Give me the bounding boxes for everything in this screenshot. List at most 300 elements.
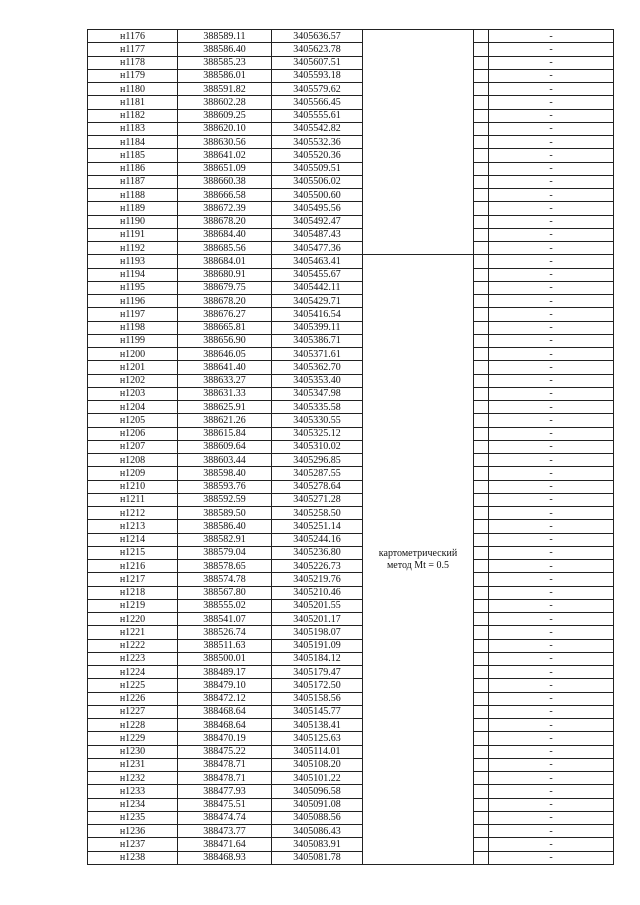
dash-cell: - [489,242,614,255]
x-coordinate-cell: 388477.93 [178,785,272,798]
point-id-cell: н1232 [88,772,178,785]
table-row [88,772,614,785]
point-id-cell: н1220 [88,613,178,626]
y-coordinate-cell: 3405416.54 [272,308,363,321]
dash-cell: - [489,745,614,758]
y-coordinate-cell: 3405201.55 [272,599,363,612]
point-id-cell: н1200 [88,348,178,361]
dash-cell: - [489,613,614,626]
column-gap [474,387,489,400]
column-gap [474,758,489,771]
dash-cell: - [489,30,614,43]
x-coordinate-cell: 388592.59 [178,493,272,506]
table-row [88,520,614,533]
dash-cell: - [489,175,614,188]
y-coordinate-cell: 3405210.46 [272,586,363,599]
x-coordinate-cell: 388609.25 [178,109,272,122]
point-id-cell: н1216 [88,560,178,573]
y-coordinate-cell: 3405271.28 [272,493,363,506]
x-coordinate-cell: 388475.51 [178,798,272,811]
dash-cell: - [489,705,614,718]
method-label-line1: картометрический [378,547,458,559]
column-gap [474,480,489,493]
y-coordinate-cell: 3405198.07 [272,626,363,639]
point-id-cell: н1185 [88,149,178,162]
column-gap [474,427,489,440]
x-coordinate-cell: 388593.76 [178,480,272,493]
y-coordinate-cell: 3405532.36 [272,136,363,149]
point-id-cell: н1181 [88,96,178,109]
x-coordinate-cell: 388586.40 [178,43,272,56]
dash-cell: - [489,679,614,692]
dash-cell: - [489,520,614,533]
column-gap [474,467,489,480]
point-id-cell: н1182 [88,109,178,122]
point-id-cell: н1212 [88,507,178,520]
point-id-cell: н1196 [88,295,178,308]
dash-cell: - [489,401,614,414]
column-gap [474,493,489,506]
x-coordinate-cell: 388586.01 [178,69,272,82]
table-row [88,798,614,811]
column-gap [474,175,489,188]
column-gap [474,825,489,838]
dash-cell: - [489,785,614,798]
point-id-cell: н1214 [88,533,178,546]
x-coordinate-cell: 388609.64 [178,440,272,453]
x-coordinate-cell: 388603.44 [178,454,272,467]
point-id-cell: н1238 [88,851,178,864]
table-row [88,586,614,599]
table-row [88,228,614,241]
y-coordinate-cell: 3405251.14 [272,520,363,533]
table-row [88,560,614,573]
dash-cell: - [489,692,614,705]
table-row [88,838,614,851]
y-coordinate-cell: 3405463.41 [272,255,363,268]
y-coordinate-cell: 3405184.12 [272,652,363,665]
column-gap [474,692,489,705]
column-gap [474,785,489,798]
column-gap [474,838,489,851]
y-coordinate-cell: 3405607.51 [272,56,363,69]
y-coordinate-cell: 3405500.60 [272,189,363,202]
y-coordinate-cell: 3405096.58 [272,785,363,798]
dash-cell: - [489,149,614,162]
x-coordinate-cell: 388500.01 [178,652,272,665]
table-row [88,268,614,281]
column-gap [474,162,489,175]
y-coordinate-cell: 3405579.62 [272,83,363,96]
table-row [88,467,614,480]
table-row [88,189,614,202]
column-gap [474,719,489,732]
column-gap [474,586,489,599]
y-coordinate-cell: 3405325.12 [272,427,363,440]
point-id-cell: н1228 [88,719,178,732]
x-coordinate-cell: 388589.11 [178,30,272,43]
table-row [88,401,614,414]
y-coordinate-cell: 3405278.64 [272,480,363,493]
dash-cell: - [489,122,614,135]
table-row [88,785,614,798]
point-id-cell: н1207 [88,440,178,453]
column-gap [474,295,489,308]
table-row [88,811,614,824]
table-row [88,321,614,334]
y-coordinate-cell: 3405636.57 [272,30,363,43]
point-id-cell: н1178 [88,56,178,69]
table-row [88,507,614,520]
table-row [88,295,614,308]
column-gap [474,679,489,692]
table-row [88,43,614,56]
y-coordinate-cell: 3405566.45 [272,96,363,109]
y-coordinate-cell: 3405125.63 [272,732,363,745]
dash-cell: - [489,361,614,374]
y-coordinate-cell: 3405158.56 [272,692,363,705]
dash-cell: - [489,772,614,785]
x-coordinate-cell: 388541.07 [178,613,272,626]
point-id-cell: н1187 [88,175,178,188]
column-gap [474,851,489,864]
x-coordinate-cell: 388602.28 [178,96,272,109]
column-gap [474,136,489,149]
y-coordinate-cell: 3405244.16 [272,533,363,546]
dash-cell: - [489,454,614,467]
column-gap [474,401,489,414]
y-coordinate-cell: 3405492.47 [272,215,363,228]
table-row [88,626,614,639]
point-id-cell: н1213 [88,520,178,533]
point-id-cell: н1199 [88,334,178,347]
dash-cell: - [489,758,614,771]
x-coordinate-cell: 388589.50 [178,507,272,520]
table-row [88,30,614,43]
point-id-cell: н1224 [88,666,178,679]
table-row [88,480,614,493]
point-id-cell: н1227 [88,705,178,718]
dash-cell: - [489,798,614,811]
y-coordinate-cell: 3405399.11 [272,321,363,334]
dash-cell: - [489,533,614,546]
point-id-cell: н1188 [88,189,178,202]
table-row [88,162,614,175]
dash-cell: - [489,626,614,639]
x-coordinate-cell: 388679.75 [178,281,272,294]
column-gap [474,520,489,533]
coordinate-table-body [88,30,614,865]
point-id-cell: н1211 [88,493,178,506]
dash-cell: - [489,666,614,679]
dash-cell: - [489,560,614,573]
point-id-cell: н1215 [88,546,178,559]
dash-cell: - [489,189,614,202]
dash-cell: - [489,295,614,308]
dash-cell: - [489,308,614,321]
point-id-cell: н1201 [88,361,178,374]
table-row [88,639,614,652]
table-row [88,122,614,135]
x-coordinate-cell: 388478.71 [178,758,272,771]
table-row [88,96,614,109]
y-coordinate-cell: 3405219.76 [272,573,363,586]
dash-cell: - [489,136,614,149]
y-coordinate-cell: 3405593.18 [272,69,363,82]
table-row [88,652,614,665]
point-id-cell: н1222 [88,639,178,652]
y-coordinate-cell: 3405201.17 [272,613,363,626]
column-gap [474,374,489,387]
dash-cell: - [489,348,614,361]
column-gap [474,202,489,215]
table-row [88,56,614,69]
column-gap [474,361,489,374]
y-coordinate-cell: 3405335.58 [272,401,363,414]
dash-cell: - [489,493,614,506]
x-coordinate-cell: 388526.74 [178,626,272,639]
point-id-cell: н1223 [88,652,178,665]
dash-cell: - [489,480,614,493]
point-id-cell: н1235 [88,811,178,824]
table-row [88,242,614,255]
dash-cell: - [489,109,614,122]
table-row [88,414,614,427]
dash-cell: - [489,162,614,175]
method-label-line2: метод Mt = 0.5 [386,559,450,571]
table-row [88,732,614,745]
table-row [88,361,614,374]
x-coordinate-cell: 388470.19 [178,732,272,745]
point-id-cell: н1203 [88,387,178,400]
dash-cell: - [489,334,614,347]
column-gap [474,96,489,109]
dash-cell: - [489,215,614,228]
x-coordinate-cell: 388468.93 [178,851,272,864]
x-coordinate-cell: 388578.65 [178,560,272,573]
column-gap [474,414,489,427]
x-coordinate-cell: 388656.90 [178,334,272,347]
table-row [88,69,614,82]
y-coordinate-cell: 3405506.02 [272,175,363,188]
point-id-cell: н1208 [88,454,178,467]
y-coordinate-cell: 3405114.01 [272,745,363,758]
y-coordinate-cell: 3405362.70 [272,361,363,374]
point-id-cell: н1183 [88,122,178,135]
dash-cell: - [489,440,614,453]
table-row [88,83,614,96]
column-gap [474,573,489,586]
x-coordinate-cell: 388555.02 [178,599,272,612]
y-coordinate-cell: 3405138.41 [272,719,363,732]
table-row [88,281,614,294]
table-row [88,758,614,771]
point-id-cell: н1210 [88,480,178,493]
dash-cell: - [489,43,614,56]
x-coordinate-cell: 388651.09 [178,162,272,175]
point-id-cell: н1217 [88,573,178,586]
y-coordinate-cell: 3405236.80 [272,546,363,559]
point-id-cell: н1231 [88,758,178,771]
column-gap [474,56,489,69]
column-gap [474,30,489,43]
point-id-cell: н1177 [88,43,178,56]
table-row [88,745,614,758]
x-coordinate-cell: 388633.27 [178,374,272,387]
y-coordinate-cell: 3405088.56 [272,811,363,824]
column-gap [474,507,489,520]
column-gap [474,109,489,122]
point-id-cell: н1234 [88,798,178,811]
dash-cell: - [489,732,614,745]
point-id-cell: н1230 [88,745,178,758]
point-id-cell: н1195 [88,281,178,294]
point-id-cell: н1226 [88,692,178,705]
dash-cell: - [489,56,614,69]
x-coordinate-cell: 388666.58 [178,189,272,202]
point-id-cell: н1229 [88,732,178,745]
table-row [88,705,614,718]
table-row [88,454,614,467]
table-row [88,175,614,188]
point-id-cell: н1202 [88,374,178,387]
dash-cell: - [489,268,614,281]
x-coordinate-cell: 388680.91 [178,268,272,281]
point-id-cell: н1237 [88,838,178,851]
x-coordinate-cell: 388478.71 [178,772,272,785]
point-id-cell: н1194 [88,268,178,281]
y-coordinate-cell: 3405191.09 [272,639,363,652]
dash-cell: - [489,228,614,241]
table-row [88,255,614,268]
y-coordinate-cell: 3405555.61 [272,109,363,122]
column-gap [474,772,489,785]
y-coordinate-cell: 3405258.50 [272,507,363,520]
y-coordinate-cell: 3405108.20 [272,758,363,771]
point-id-cell: н1192 [88,242,178,255]
y-coordinate-cell: 3405081.78 [272,851,363,864]
y-coordinate-cell: 3405353.40 [272,374,363,387]
column-gap [474,652,489,665]
x-coordinate-cell: 388579.04 [178,546,272,559]
table-row [88,334,614,347]
y-coordinate-cell: 3405429.71 [272,295,363,308]
column-gap [474,281,489,294]
point-id-cell: н1206 [88,427,178,440]
column-gap [474,560,489,573]
y-coordinate-cell: 3405101.22 [272,772,363,785]
y-coordinate-cell: 3405310.02 [272,440,363,453]
column-gap [474,334,489,347]
x-coordinate-cell: 388684.01 [178,255,272,268]
table-row [88,348,614,361]
dash-cell: - [489,507,614,520]
y-coordinate-cell: 3405086.43 [272,825,363,838]
column-gap [474,745,489,758]
table-row [88,692,614,705]
point-id-cell: н1176 [88,30,178,43]
dash-cell: - [489,96,614,109]
point-id-cell: н1233 [88,785,178,798]
point-id-cell: н1197 [88,308,178,321]
column-gap [474,321,489,334]
point-id-cell: н1191 [88,228,178,241]
table-row [88,136,614,149]
point-id-cell: н1179 [88,69,178,82]
table-row [88,387,614,400]
column-gap [474,454,489,467]
point-id-cell: н1205 [88,414,178,427]
table-row [88,440,614,453]
column-gap [474,666,489,679]
dash-cell: - [489,281,614,294]
x-coordinate-cell: 388641.40 [178,361,272,374]
column-gap [474,242,489,255]
column-gap [474,83,489,96]
x-coordinate-cell: 388586.40 [178,520,272,533]
table-row [88,666,614,679]
x-coordinate-cell: 388474.74 [178,811,272,824]
x-coordinate-cell: 388591.82 [178,83,272,96]
dash-cell: - [489,811,614,824]
x-coordinate-cell: 388676.27 [178,308,272,321]
method-cell-lower [363,255,474,865]
table-row [88,427,614,440]
dash-cell: - [489,838,614,851]
column-gap [474,546,489,559]
x-coordinate-cell: 388660.38 [178,175,272,188]
x-coordinate-cell: 388471.64 [178,838,272,851]
x-coordinate-cell: 388672.39 [178,202,272,215]
table-row [88,546,614,559]
y-coordinate-cell: 3405509.51 [272,162,363,175]
table-row [88,308,614,321]
y-coordinate-cell: 3405371.61 [272,348,363,361]
x-coordinate-cell: 388685.56 [178,242,272,255]
column-gap [474,149,489,162]
dash-cell: - [489,825,614,838]
y-coordinate-cell: 3405477.36 [272,242,363,255]
y-coordinate-cell: 3405542.82 [272,122,363,135]
column-gap [474,533,489,546]
table-row [88,374,614,387]
x-coordinate-cell: 388472.12 [178,692,272,705]
x-coordinate-cell: 388641.02 [178,149,272,162]
table-row [88,493,614,506]
column-gap [474,440,489,453]
point-id-cell: н1209 [88,467,178,480]
dash-cell: - [489,586,614,599]
y-coordinate-cell: 3405226.73 [272,560,363,573]
table-row [88,679,614,692]
column-gap [474,798,489,811]
table-row [88,599,614,612]
dash-cell: - [489,427,614,440]
column-gap [474,348,489,361]
x-coordinate-cell: 388582.91 [178,533,272,546]
x-coordinate-cell: 388620.10 [178,122,272,135]
dash-cell: - [489,414,614,427]
table-row [88,109,614,122]
dash-cell: - [489,573,614,586]
y-coordinate-cell: 3405091.08 [272,798,363,811]
dash-cell: - [489,639,614,652]
y-coordinate-cell: 3405520.36 [272,149,363,162]
column-gap [474,122,489,135]
point-id-cell: н1193 [88,255,178,268]
point-id-cell: н1189 [88,202,178,215]
point-id-cell: н1219 [88,599,178,612]
